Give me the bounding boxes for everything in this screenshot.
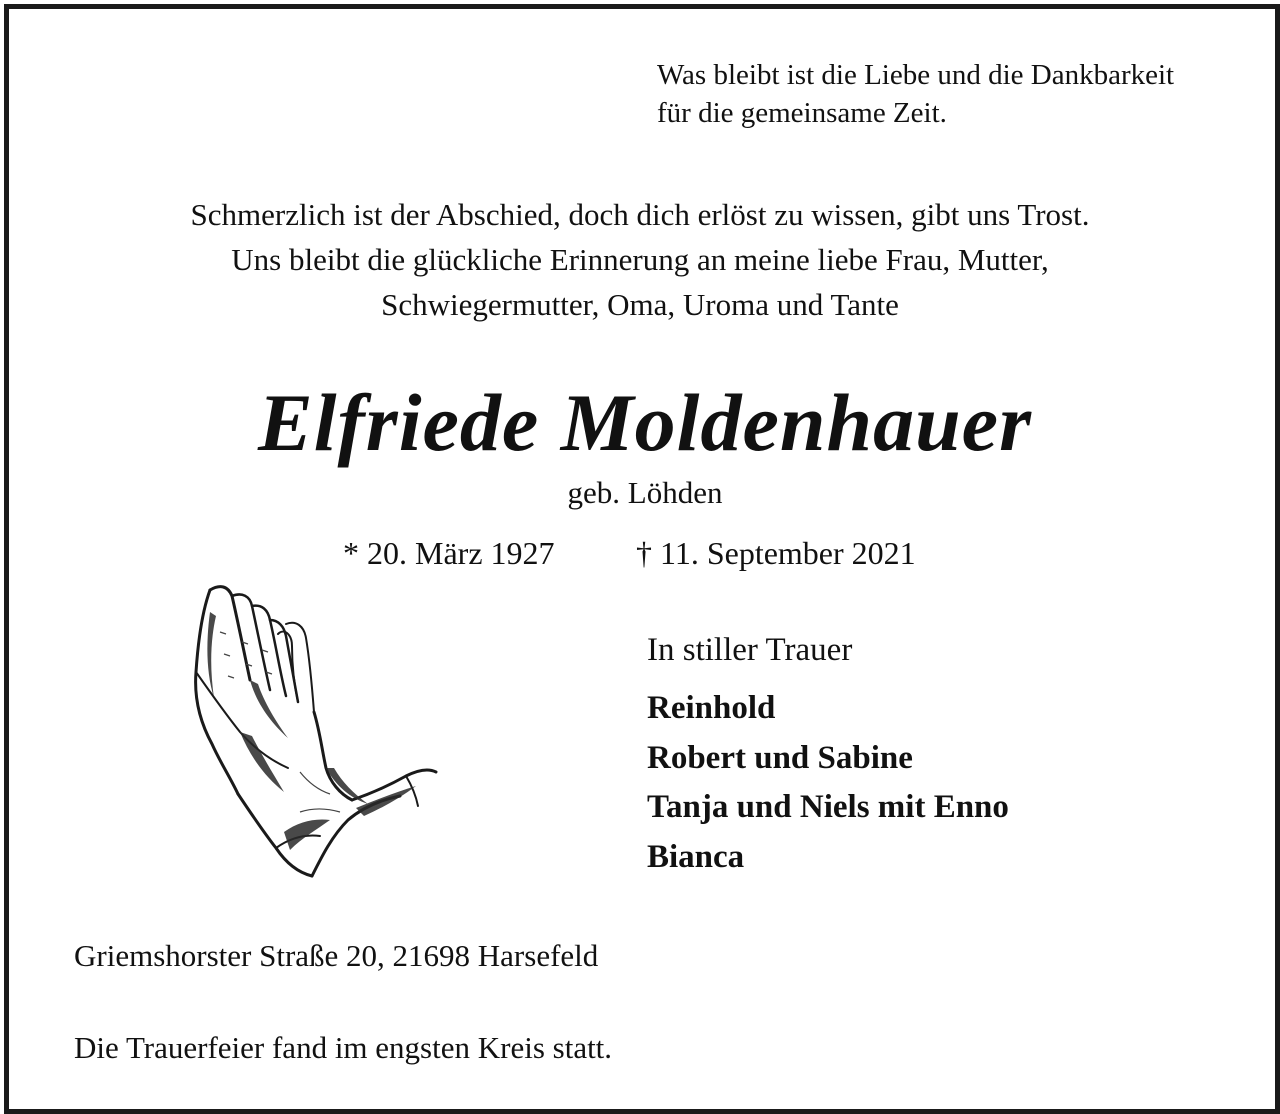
quote-block xyxy=(657,56,1174,132)
birth-date: * 20. März 1927 xyxy=(343,535,555,571)
death-date: † 11. September 2021 xyxy=(636,535,916,571)
deceased-name: Elfriede Moldenhauer xyxy=(258,377,1032,468)
mourning-heading: In stiller Trauer xyxy=(647,632,853,668)
address: Griemshorster Straße 20, 21698 Harsefeld xyxy=(74,938,599,973)
quote-line-1: Was bleibt ist die Liebe und die Dankbarkeit xyxy=(657,59,1175,91)
birth-name: geb. Löhden xyxy=(567,475,723,510)
ceremony-note: Die Trauerfeier fand im engsten Kreis statt. xyxy=(74,1030,613,1065)
praying-hands-icon xyxy=(180,572,450,882)
intro-line-3: Schwiegermutter, Oma, Uroma und Tante xyxy=(381,287,899,322)
mourner-name: Reinhold xyxy=(647,690,776,726)
intro-line-2: Uns bleibt die glückliche Erinnerung an meine liebe Frau, Mutter, xyxy=(231,242,1049,277)
quote-line-2: für die gemeinsame Zeit. xyxy=(657,97,947,129)
mourners-list xyxy=(647,684,1009,882)
intro-text xyxy=(0,192,1280,327)
mourner-name: Tanja und Niels mit Enno xyxy=(647,789,1009,825)
mourner-name: Bianca xyxy=(647,838,745,875)
intro-line-1: Schmerzlich ist der Abschied, doch dich erlöst zu wissen, gibt uns Trost. xyxy=(190,197,1090,232)
mourner-name: Robert und Sabine xyxy=(647,739,913,776)
